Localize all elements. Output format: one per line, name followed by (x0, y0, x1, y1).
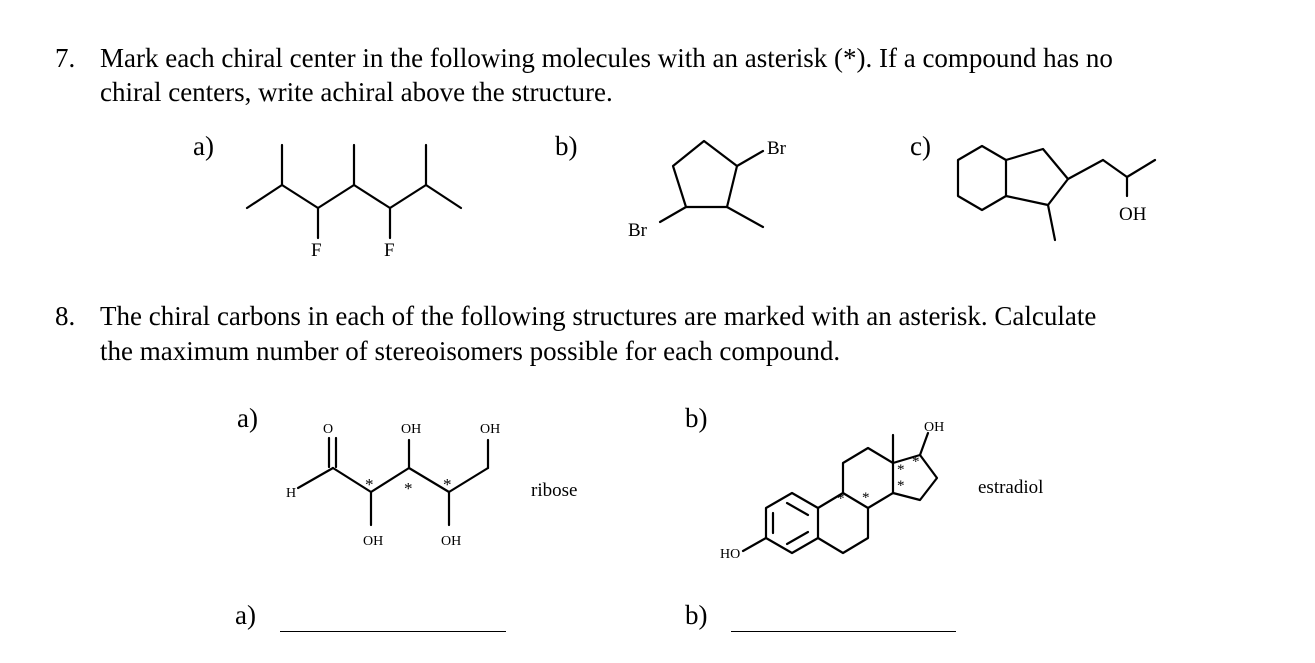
q7-number: 7. (55, 43, 76, 73)
answer-a-label: a) (235, 600, 256, 630)
q7b-bromine-1: Br (767, 138, 786, 159)
q7a-fluorine-1: F (311, 240, 322, 261)
q8-prompt-line2: the maximum number of stereoisomers possible for each compound. (100, 336, 841, 366)
q7a-molecule (247, 145, 461, 261)
estradiol-chiral-star-4: * (897, 478, 905, 494)
ribose-oh-c2: OH (363, 534, 384, 549)
ribose-name-label: ribose (531, 480, 578, 501)
estradiol-chiral-star-5: * (912, 454, 920, 470)
estradiol-chiral-star-2: * (862, 490, 870, 506)
q7b-bromine-2: Br (628, 220, 647, 241)
q8-part-b-label: b) (685, 403, 708, 433)
q8-prompt-line1: The chiral carbons in each of the following structures are marked with an asterisk. Calculate (100, 301, 1097, 331)
q7c-hydroxyl: OH (1119, 204, 1147, 225)
q8-number: 8. (55, 301, 76, 331)
ribose-chiral-star-1: * (365, 475, 374, 494)
estradiol-chiral-star-3: * (897, 462, 905, 478)
estradiol-ho-3: HO (720, 547, 741, 562)
ribose-oh-c5: OH (480, 422, 501, 437)
q7-part-c-label: c) (910, 131, 931, 161)
ribose-oh-c4: OH (441, 534, 462, 549)
estradiol-oh-17: OH (924, 420, 945, 435)
q7-prompt-line2: chiral centers, write achiral above the structure. (100, 77, 613, 107)
q8a-ribose-structure (286, 422, 500, 549)
ribose-carbonyl-oxygen: O (323, 422, 334, 437)
answer-b-label: b) (685, 600, 708, 630)
q7-part-a-label: a) (193, 131, 214, 161)
estradiol-chiral-star-1: * (837, 491, 845, 507)
ribose-oh-c3: OH (401, 422, 422, 437)
q7b-molecule (628, 138, 787, 241)
ribose-chiral-star-2: * (404, 479, 413, 498)
q7-prompt-line1: Mark each chiral center in the following molecules with an asterisk (*). If a compound has no (100, 43, 1113, 73)
q7a-fluorine-2: F (384, 240, 395, 261)
q7-part-b-label: b) (555, 131, 578, 161)
estradiol-name-label: estradiol (978, 477, 1044, 498)
ribose-aldehyde-h: H (286, 486, 297, 501)
q8-part-a-label: a) (237, 403, 258, 433)
ribose-chiral-star-3: * (443, 475, 452, 494)
q8b-estradiol-structure (720, 420, 944, 562)
q7c-molecule (958, 146, 1155, 240)
